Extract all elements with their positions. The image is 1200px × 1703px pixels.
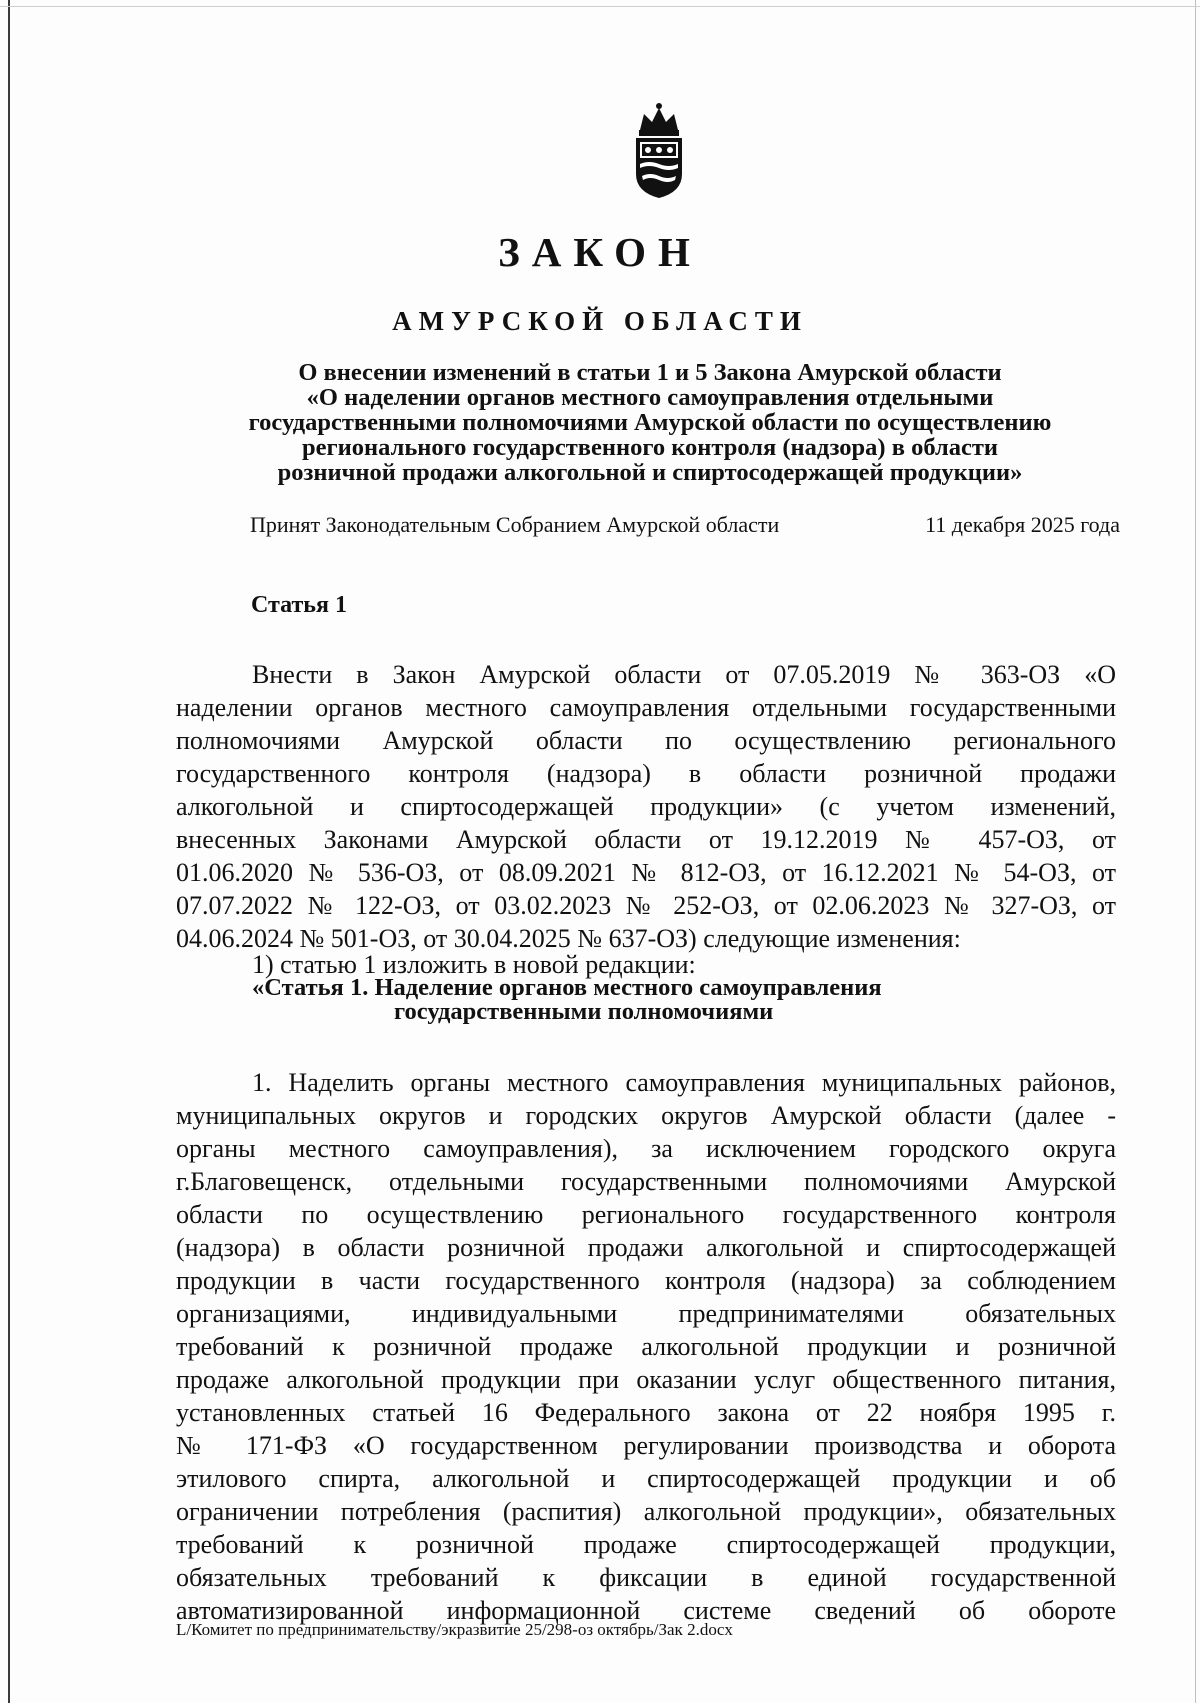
text-line: наделении органов местного самоуправления отдельными государственными (176, 693, 1116, 722)
new-article-title-line: государственными полномочиями (394, 998, 774, 1025)
text-line: обязательных требований к фиксации в единой государственной (176, 1563, 1116, 1592)
subject-line: розничной продажи алкогольной и спиртосодержащей продукции» (277, 459, 1023, 486)
text-line: установленных статьей 16 Федерального закона от 22 ноября 1995 г. (176, 1398, 1116, 1427)
text-line: муниципальных округов и городских округов Амурской области (далее - (176, 1101, 1116, 1130)
text-line: требований к розничной продаже алкогольной продукции и розничной (176, 1332, 1116, 1361)
text-line: алкогольной и спиртосодержащей продукции» (с учетом изменений, (176, 792, 1116, 821)
text-line: продаже алкогольной продукции при оказании услуг общественного питания, (176, 1365, 1116, 1394)
footer-file-path: L/Комитет по предпринимательству/экразвитие 25/298-оз октябрь/Зак 2.docx (176, 1620, 733, 1639)
subject-line: О внесении изменений в статьи 1 и 5 Закона Амурской области (298, 359, 1002, 386)
coat-of-arms-icon (630, 100, 688, 200)
region-title: АМУРСКОЙ ОБЛАСТИ (392, 306, 808, 336)
new-article-title (252, 976, 882, 1024)
text-line: автоматизированной информационной системе сведений об обороте (176, 1596, 1116, 1625)
text-line: области по осуществлению регионального государственного контроля (176, 1200, 1116, 1229)
text-line: внесенных Законами Амурской области от 19.12.2019 № 457-ОЗ, от (176, 825, 1116, 854)
new-article-title-line: «Статья 1. Наделение органов местного самоуправления (252, 974, 882, 1001)
text-line: Внести в Закон Амурской области от 07.05.2019 № 363-ОЗ «О (252, 660, 1116, 689)
text-line: 04.06.2024 № 501-ОЗ, от 30.04.2025 № 637-ОЗ) следующие изменения: (176, 924, 961, 953)
text-line: продукции в части государственного контроля (надзора) за соблюдением (176, 1266, 1116, 1295)
text-line: 01.06.2020 № 536-ОЗ, от 08.09.2021 № 812-ОЗ, от 16.12.2021 № 54-ОЗ, от (176, 858, 1116, 887)
adoption-line (250, 512, 1120, 538)
adopted-date: 11 декабря 2025 года (925, 512, 1120, 537)
document-type-title: ЗАКОН (498, 229, 702, 275)
text-line: г.Благовещенск, отдельными государственными полномочиями Амурской (176, 1167, 1116, 1196)
text-line: 1. Наделить органы местного самоуправления муниципальных районов, (252, 1068, 1116, 1097)
amendment-item: 1) статью 1 изложить в новой редакции: (252, 950, 696, 979)
text-line: органы местного самоуправления), за исключением городского округа (176, 1134, 1116, 1163)
text-line: № 171-ФЗ «О государственном регулировании производства и оборота (176, 1431, 1116, 1460)
subject-line: государственными полномочиями Амурской области по осуществлению (248, 409, 1052, 436)
text-line: организациями, индивидуальными предпринимателями обязательных (176, 1299, 1116, 1328)
text-line: (надзора) в области розничной продажи алкогольной и спиртосодержащей (176, 1233, 1116, 1262)
text-line: государственного контроля (надзора) в области розничной продажи (176, 759, 1116, 788)
adopted-by: Принят Законодательным Собранием Амурской области (250, 512, 780, 537)
text-line: ограничении потребления (распития) алкогольной продукции», обязательных (176, 1497, 1116, 1526)
text-line: полномочиями Амурской области по осуществлению регионального (176, 726, 1116, 755)
text-line: этилового спирта, алкогольной и спиртосодержащей продукции и об (176, 1464, 1116, 1493)
subject-line: «О наделении органов местного самоуправления отдельными (306, 384, 994, 411)
article-intro-paragraph (176, 658, 1116, 955)
point-1-paragraph (176, 1066, 1116, 1627)
scan-border-top (0, 6, 1200, 7)
text-line: 07.07.2022 № 122-ОЗ, от 03.02.2023 № 252-ОЗ, от 02.06.2023 № 327-ОЗ, от (176, 891, 1116, 920)
law-subject (170, 360, 1130, 485)
subject-line: регионального государственного контроля (надзора) в области (302, 434, 998, 461)
article-heading: Статья 1 (251, 592, 347, 618)
text-line: требований к розничной продаже спиртосодержащей продукции, (176, 1530, 1116, 1559)
